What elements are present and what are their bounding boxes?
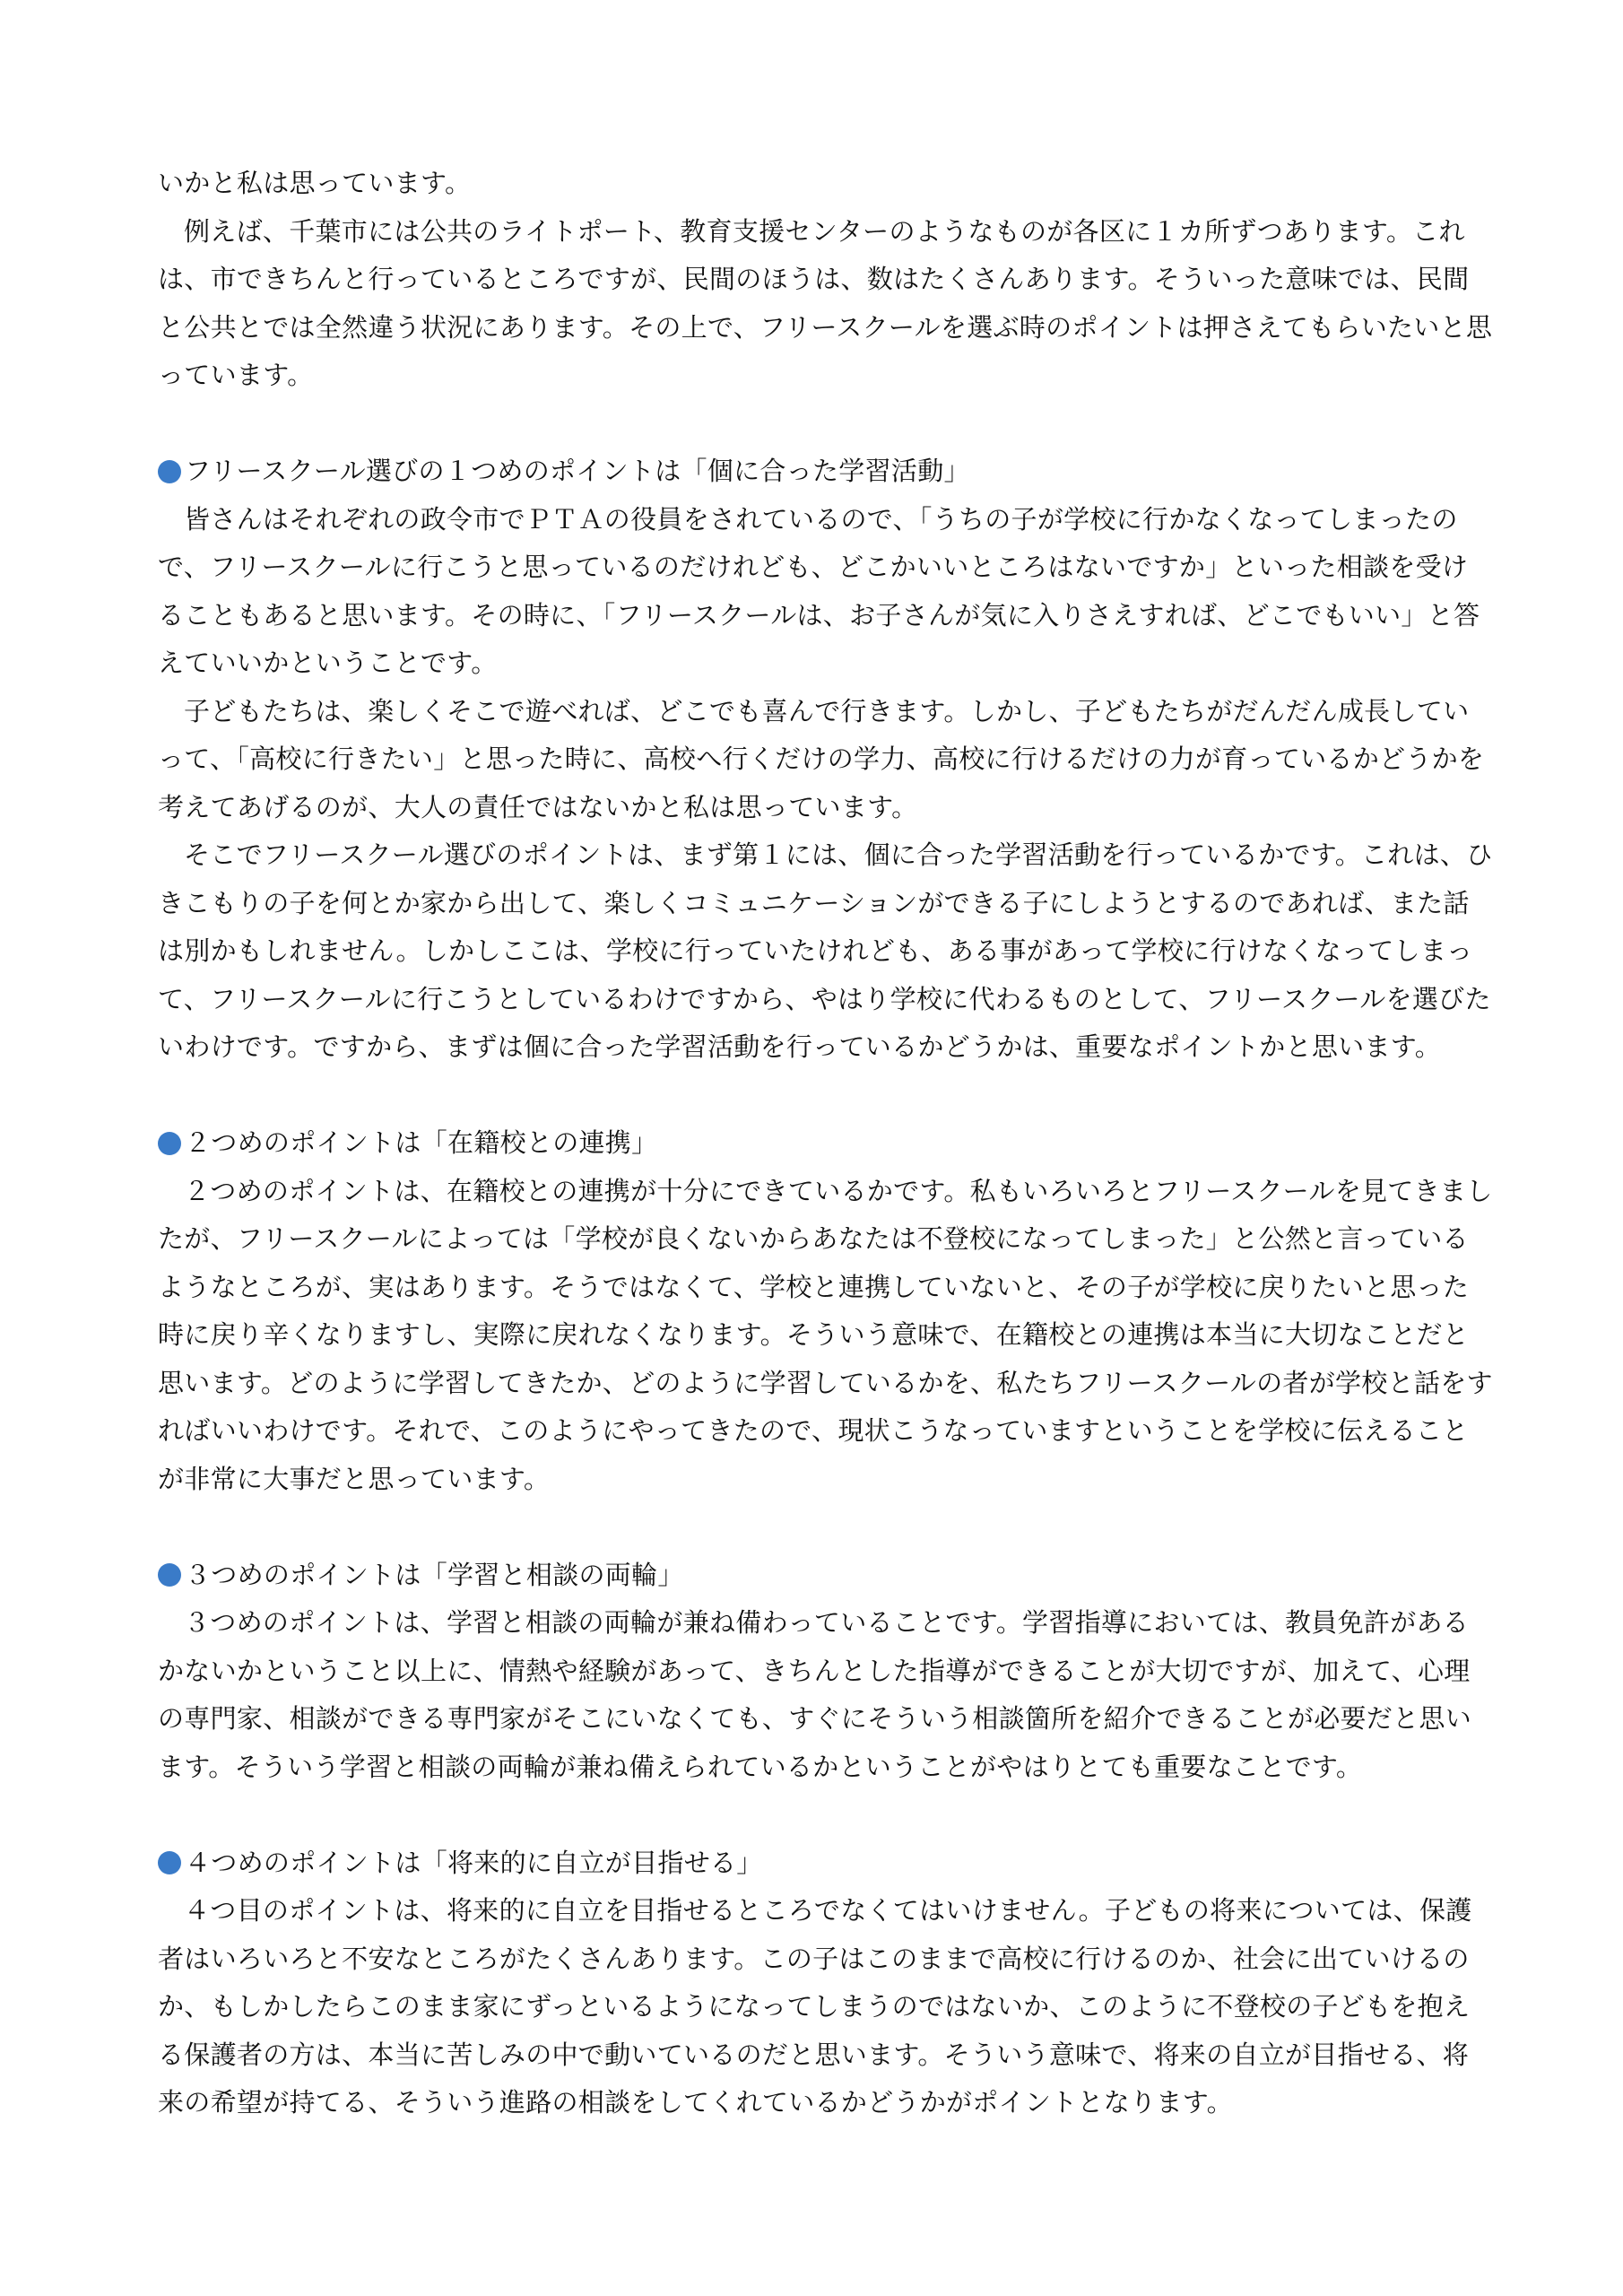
section-heading-text: ３つめのポイントは「学習と相談の両輪」 bbox=[185, 1559, 684, 1590]
section-paragraph: ４つ目のポイントは、将来的に自立を目指せるところでなくてはいけません。子どもの将来については、保護者はいろいろと不安なところがたくさんあります。この子はこのままで高校に行けるのか、社会に出ていけるのか、もしかしたらこのまま家にずっといるようになってしまうのではないか、このように不登校の子どもを抱える保護者の方は、本当に苦しみの中で動いているのだと思います。そういう意味で、将来の自立が目指せる、将来の希望が持てる、そういう進路の相談をしてくれているかどうかがポイントとなります。 bbox=[158, 1895, 1472, 2118]
section-spacer bbox=[158, 400, 1494, 448]
section-paragraph: ２つめのポイントは、在籍校との連携が十分にできているかです。私もいろいろとフリースクールを見てきましたが、フリースクールによっては「学校が良くないからあなたは不登校になってしまった」と公然と言っているようなところが、実はあります。そうではなくて、学校と連携していないと、その子が学校に戻りたいと思った時に戻り辛くなりますし、実際に戻れなくなります。そういう意味で、在籍校との連携は本当に大切なことだと思います。どのように学習してきたか、どのように学習しているかを、私たちフリースクールの者が学校と話をすればいいわけです。それで、このようにやってきたので、現状こうなっていますということを学校に伝えることが非常に大事だと思っています。 bbox=[158, 1175, 1493, 1494]
section-spacer bbox=[158, 1503, 1494, 1552]
blue-circle-bullet-icon bbox=[158, 460, 181, 483]
section-heading bbox=[158, 1119, 1494, 1168]
section-4 bbox=[158, 1839, 1494, 2127]
section-3 bbox=[158, 1552, 1494, 1792]
intro-paragraph: 例えば、千葉市には公共のライトポート、教育支援センターのようなものが各区に１カ所ずつあります。これは、市できちんと行っているところですが、民間のほうは、数はたくさんあります。そういった意味では、民間と公共とでは全然違う状況にあります。その上で、フリースクールを選ぶ時のポイントは押さえてもらいたいと思っています。 bbox=[158, 215, 1493, 390]
document-page bbox=[158, 160, 1494, 2127]
section-paragraph: 皆さんはそれぞれの政令市でＰＴＡの役員をされているので、「うちの子が学校に行かなくなってしまったので、フリースクールに行こうと思っているのだけれども、どこかいいところはないですか」といった相談を受けることもあると思います。その時に、「フリースクールは、お子さんが気に入りさえすれば、どこでもいい」と答えていいかということです。 bbox=[158, 503, 1480, 678]
blue-circle-bullet-icon bbox=[158, 1132, 181, 1155]
section-2 bbox=[158, 1119, 1494, 1503]
section-paragraph: そこでフリースクール選びのポイントは、まず第１には、個に合った学習活動を行っているかです。これは、ひきこもりの子を何とか家から出して、楽しくコミュニケーションができる子にしようとするのであれば、また話は別かもしれません。しかしここは、学校に行っていたけれども、ある事があって学校に行けなくなってしまって、フリースクールに行こうとしているわけですから、やはり学校に代わるものとして、フリースクールを選びたいわけです。ですから、まずは個に合った学習活動を行っているかどうかは、重要なポイントかと思います。 bbox=[158, 839, 1493, 1062]
section-heading bbox=[158, 1552, 1494, 1600]
section-heading bbox=[158, 1839, 1494, 1888]
section-heading-text: ２つめのポイントは「在籍校との連携」 bbox=[185, 1127, 658, 1158]
intro-paragraph-continuation: いかと私は思っています。 bbox=[158, 168, 472, 198]
blue-circle-bullet-icon bbox=[158, 1563, 181, 1587]
section-spacer bbox=[158, 1791, 1494, 1839]
section-heading bbox=[158, 448, 1494, 496]
section-heading-text: ４つめのポイントは「将来的に自立が目指せる」 bbox=[185, 1847, 763, 1878]
blue-circle-bullet-icon bbox=[158, 1851, 181, 1874]
section-heading-text: フリースクール選びの１つめのポイントは「個に合った学習活動」 bbox=[185, 456, 970, 486]
section-spacer bbox=[158, 1072, 1494, 1120]
section-paragraph: ３つめのポイントは、学習と相談の両輪が兼ね備わっていることです。学習指導においては、教員免許があるかないかということ以上に、情熱や経験があって、きちんとした指導ができることが大切ですが、加えて、心理の専門家、相談ができる専門家がそこにいなくても、すぐにそういう相談箇所を紹介できることが必要だと思います。そういう学習と相談の両輪が兼ね備えられているかということがやはりとても重要なことです。 bbox=[158, 1607, 1472, 1782]
section-1 bbox=[158, 448, 1494, 1072]
section-paragraph: 子どもたちは、楽しくそこで遊べれば、どこでも喜んで行きます。しかし、子どもたちがだんだん成長していって、「高校に行きたい」と思った時に、高校へ行くだけの学力、高校に行けるだけの力が育っているかどうかを考えてあげるのが、大人の責任ではないかと私は思っています。 bbox=[158, 695, 1485, 822]
